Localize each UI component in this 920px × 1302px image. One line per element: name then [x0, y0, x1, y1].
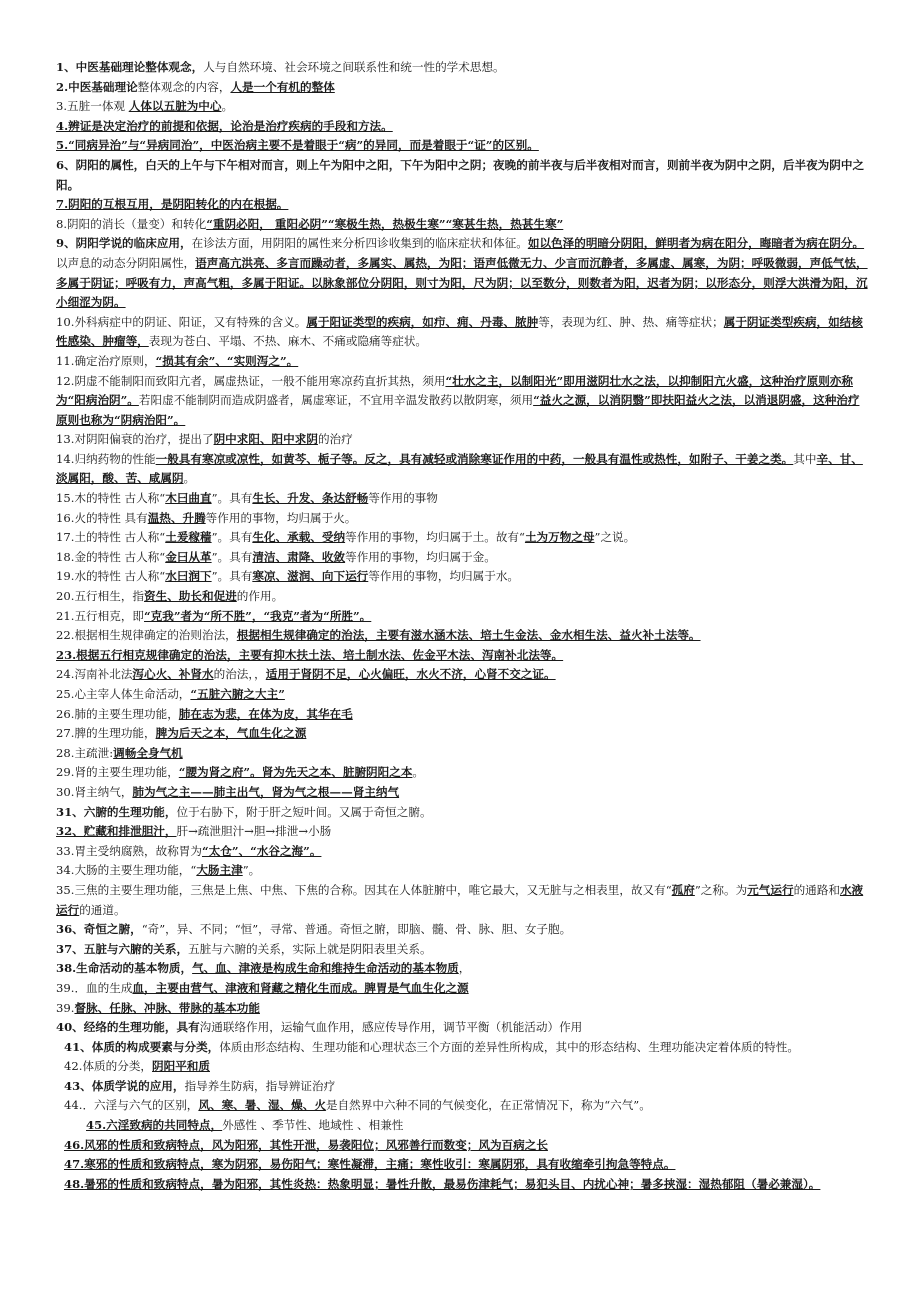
note-text: 12.阴虚不能制阳而致阳亢者，属虚热证，一般不能用寒凉药直折其热，须用 — [56, 373, 446, 388]
key-point-text: 47.寒邪的性质和致病特点，寒为阴邪，易伤阳气；寒性凝滞，主痛；寒性收引：寒属阴邪，具有收缩牵引拘急等特点。 — [64, 1157, 676, 1172]
note-line — [56, 1038, 868, 1058]
note-line — [56, 215, 868, 235]
note-line — [56, 587, 868, 607]
note-text: 8.阴阳的消长（量变）和转化 — [56, 216, 207, 231]
key-point-text: “腰为肾之府”。肾为先天之本、脏腑阴阳之本 — [178, 765, 413, 780]
note-text: 33.胃主受纳腐熟，故称胃为 — [56, 843, 202, 858]
key-point-text: 38.生命活动的基本物质， — [56, 961, 193, 976]
key-point-text: 5.“同病异治”与“异病同治”，中医治病主要不是着眼于“病”的异同，而是着眼于“证”的区别。 — [56, 138, 539, 153]
note-line — [56, 744, 868, 764]
note-line — [56, 313, 868, 352]
note-line — [56, 1116, 868, 1136]
note-text: 21.五行相克，即 — [56, 608, 145, 623]
note-text: 26.肺的主要生理功能， — [56, 706, 179, 721]
note-line — [56, 1155, 868, 1175]
note-text: 表现为苍白、平塌、不热、麻木、不痛或隐痛等症状。 — [148, 334, 428, 349]
note-line — [56, 548, 868, 568]
note-text: 外感性 、季节性、地域性 、相兼性 — [222, 1118, 404, 1133]
note-line — [56, 979, 868, 999]
note-text: 39.．血的生成 — [56, 980, 133, 995]
note-line — [56, 920, 868, 940]
key-point-text: 阴中求阳、阳中求阴 — [213, 432, 318, 447]
note-line — [56, 489, 868, 509]
key-point-text: 4.辨证是决定治疗的前提和依据，论治是治疗疾病的手段和方法。 — [56, 118, 393, 133]
note-text: 等作用的事物，均归属于水。 — [368, 569, 520, 584]
key-point-text: 23.根据五行相克规律确定的治法，主要有抑木扶土法、培土制水法、佐金平木法、泻南补北法等。 — [56, 647, 564, 662]
key-point-text: “克我”者为“所不胜”，“我克”者为“所胜”。 — [144, 608, 372, 623]
note-text: ”之称。为 — [694, 882, 748, 897]
note-line — [56, 1057, 868, 1077]
key-point-text: “太仓”、“水谷之海”。 — [201, 843, 322, 858]
note-text: 44.．六淫与六气的区别， — [64, 1098, 199, 1113]
note-text: 30.肾主纳气， — [56, 784, 133, 799]
key-point-text: 45.六淫致病的共同特点， — [86, 1118, 223, 1133]
note-line — [56, 1175, 868, 1195]
note-text: 24.泻南补北法 — [56, 667, 133, 682]
note-text: 体质由形态结构、生理功能和心理状态三个方面的差异性所构成，其中的形态结构、生理功能决定着体质的特性。 — [219, 1039, 799, 1054]
key-point-text: 37、五脏与六腑的关系， — [56, 941, 189, 956]
note-text: 是自然界中六种不同的气候变化，在正常情况下，称为“六气”。 — [325, 1098, 651, 1113]
note-line — [56, 646, 868, 666]
note-text: ”之说。 — [594, 530, 636, 545]
note-text: 28.主疏泄: — [56, 745, 114, 760]
note-text: ”。 — [242, 863, 261, 878]
key-point-text: 根据相生规律确定的治法，主要有滋水涵木法、培土生金法、金水相生法、益火补土法等。 — [236, 628, 701, 643]
key-point-text: 适用于肾阴不足，心火偏旺，水火不济，心肾不交之证。 — [265, 667, 556, 682]
key-point-text: 孤府 — [671, 882, 695, 897]
key-point-text: 43、体质学说的应用， — [64, 1078, 185, 1093]
note-text: 位于右胁下，附于肝之短叶间。又属于奇恒之腑。 — [176, 804, 432, 819]
note-line — [56, 763, 868, 783]
note-text: 17.土的特性 古人称“ — [56, 530, 166, 545]
key-point-text: 水曰润下 — [165, 569, 212, 584]
key-point-text: 2.中医基础理论 — [56, 79, 138, 94]
key-point-text: 水液运行 — [56, 882, 864, 917]
key-point-text: 元气运行 — [747, 882, 794, 897]
key-point-text: 41、体质的构成要素与分类， — [64, 1039, 220, 1054]
note-text: 29.肾的主要生理功能， — [56, 765, 179, 780]
note-line — [56, 685, 868, 705]
note-text: 其中 — [793, 451, 817, 466]
note-text: 10.外科病症中的阴证、阳证，又有特殊的含义。 — [56, 314, 307, 329]
note-line — [56, 1096, 868, 1116]
note-text: ”。具有 — [211, 549, 253, 564]
note-text: ”。具有 — [211, 530, 253, 545]
key-point-text: 土为万物之母 — [524, 530, 595, 545]
key-point-text: “壮水之主，以制阳光”即用滋阴壮水之法，以抑制阳亢火盛，这种治疗原则亦称为“阳病治阴”。 — [56, 373, 853, 408]
key-point-text: 督脉、任脉、冲脉、带脉的基本功能 — [74, 1000, 260, 1015]
note-text: 的作用。 — [236, 589, 284, 604]
note-text: 整体观念的内容， — [137, 79, 231, 94]
note-text: 3.五脏一体观 — [56, 99, 129, 114]
key-point-text: “重阴必阳， 重阳必阴”“寒极生热，热极生寒”“寒甚生热，热甚生寒” — [206, 216, 564, 231]
key-point-text: 辛、甘、淡属阳，酸、苦、咸属阴 — [56, 451, 863, 486]
note-text: 11.确定治疗原则， — [56, 353, 156, 368]
note-text: 。 — [412, 765, 425, 780]
note-line — [56, 97, 868, 117]
note-text: 。 — [183, 471, 196, 486]
note-line — [56, 528, 868, 548]
key-point-text: 1、中医基础理论整体观念， — [56, 60, 204, 74]
note-text: “奇”，异、不同；“恒”，寻常、普通。奇恒之腑，即脑、髓、骨、脉、胆、女子胞。 — [141, 922, 572, 937]
key-point-text: “损其有余”、“实则泻之”。 — [155, 353, 299, 368]
note-line — [56, 842, 868, 862]
note-line — [56, 999, 868, 1019]
note-text: ”。具有 — [211, 491, 253, 506]
key-point-text: 如以色泽的明暗分阴阳，鲜明者为病在阳分，晦暗者为病在阴分。 — [527, 236, 865, 251]
key-point-text: 土爰稼穑 — [165, 530, 212, 545]
key-point-text: 36、奇恒之腑， — [56, 922, 142, 937]
note-line — [56, 78, 868, 98]
note-text: 的通路和 — [793, 882, 840, 897]
key-point-text: 生化、承载、受纳 — [252, 530, 346, 545]
key-point-text: 泻心火、补肾水 — [132, 667, 214, 682]
note-text: 19.水的特性 古人称“ — [56, 569, 166, 584]
note-line — [56, 58, 868, 78]
note-line — [56, 724, 868, 744]
note-line — [56, 803, 868, 823]
note-text: 35.三焦的主要生理功能，三焦是上焦、中焦、下焦的合称。因其在人体脏腑中，唯它最大，又无脏与之相表里，故又有“ — [56, 882, 672, 897]
note-text: 22.根据相生规律确定的治则治法， — [56, 628, 237, 643]
key-point-text: 人体以五脏为中心 — [128, 99, 222, 114]
note-line — [56, 567, 868, 587]
note-text: 等，表现为红、肿、热、痛等症状； — [538, 314, 724, 329]
note-text: 20.五行相生，指 — [56, 589, 145, 604]
note-text: 15.木的特性 古人称“ — [56, 491, 166, 506]
key-point-text: 9、阴阳学说的临床应用， — [56, 236, 192, 251]
key-point-text: 人是一个有机的整体 — [230, 79, 335, 94]
key-point-text: 31、六腑的生理功能， — [56, 804, 177, 819]
note-text: 指导养生防病，指导辨证治疗 — [184, 1078, 336, 1093]
note-text: 27.脾的生理功能， — [56, 726, 156, 741]
note-line — [56, 1077, 868, 1097]
note-text: 等作用的事物，均归属于土。故有“ — [345, 530, 525, 545]
key-point-text: 32、贮藏和排泄胆汁， — [56, 824, 177, 839]
key-point-text: 金曰从革 — [165, 549, 212, 564]
note-line — [56, 234, 868, 312]
note-line — [56, 822, 868, 842]
key-point-text: 46.风邪的性质和致病特点，风为阳邪，其性开泄，易袭阳位；风邪善行而数变；风为百病之长 — [64, 1137, 548, 1152]
note-text: 18.金的特性 古人称“ — [56, 549, 166, 564]
note-text: 五脏与六腑的关系，实际上就是阴阳表里关系。 — [188, 941, 432, 956]
note-line — [56, 861, 868, 881]
key-point-text: 40、经络的生理功能，具有 — [56, 1020, 200, 1035]
key-point-text: 属于阳证类型的疾病，如疖、痈、丹毒、脓肿 — [306, 314, 539, 329]
key-point-text: 阴阳平和质 — [152, 1059, 210, 1074]
note-line — [56, 136, 868, 156]
note-text: 的通道。 — [79, 902, 126, 917]
note-line — [56, 372, 868, 431]
note-text: 。 — [221, 99, 234, 114]
note-line — [56, 881, 868, 920]
key-point-text: 生长、升发、条达舒畅 — [252, 491, 369, 506]
key-point-text: 肺为气之主——肺主出气，肾为气之根——肾主纳气 — [132, 784, 400, 799]
key-point-text: 资生、助长和促进 — [144, 589, 237, 604]
key-point-text: “五脏六腑之大主” — [190, 687, 285, 701]
key-point-text: 调畅全身气机 — [113, 745, 183, 760]
note-text: 沟通联络作用，运输气血作用，感应传导作用，调节平衡（机能活动）作用 — [199, 1020, 583, 1035]
note-line — [56, 959, 868, 979]
note-text: 以声息的动态分阴阳属性， — [56, 255, 196, 270]
note-text: 等作用的事物，均归属于火。 — [205, 510, 357, 525]
note-text: 的治法，， — [213, 667, 266, 682]
note-line — [56, 450, 868, 489]
note-line — [56, 665, 868, 685]
key-point-text: 语声高亢洪亮、多言而躁动者，多属实、属热，为阳；语声低微无力、少言而沉静者，多属虚、属寒，为阴；呼吸微弱，声低气怯，多属于阴证；呼吸有力，声高气粗，多属于阳证。以脉象部位分阴阳，则寸为阳，尺为阴；以至数分，则数者为阳，迟者为阴；以形态分，则浮大洪滑为阳，沉小细涩为阴。 — [56, 255, 868, 310]
note-line — [56, 607, 868, 627]
note-text: 39. — [56, 1000, 75, 1015]
key-point-text: 脾为后天之本，气血生化之源 — [155, 726, 307, 741]
key-point-text: 7.阴阳的互根互用，是阴阳转化的内在根据。 — [56, 197, 289, 212]
note-line — [56, 430, 868, 450]
note-line — [56, 783, 868, 803]
key-point-text: 清洁、肃降、收敛 — [252, 549, 346, 564]
key-point-text: 温热、升腾 — [147, 510, 206, 525]
key-point-text: “益火之源，以消阴翳”即扶阳益火之法，以消退阴盛，这种治疗原则也称为“阴病治阳”。 — [56, 393, 860, 427]
note-text: 16.火的特性 具有 — [56, 510, 148, 525]
key-point-text: 血，主要由营气、津液和肾藏之精化生而成。脾胃是气血生化之源 — [132, 980, 469, 995]
note-text: ”。具有 — [211, 569, 253, 584]
key-point-text: 寒凉、滋润、向下运行 — [252, 569, 369, 584]
note-text: 13.对阴阳偏衰的治疗，提出了 — [56, 432, 214, 447]
key-point-text: 木曰曲直 — [165, 491, 212, 506]
key-point-text: 肺在志为悲，在体为皮，其华在毛 — [178, 706, 353, 721]
note-text: ， — [458, 961, 471, 976]
note-text: 人与自然环境、社会环境之间联系性和统一性的学术思想。 — [203, 60, 505, 74]
key-point-text: 48.暑邪的性质和致病特点，暑为阳邪，其性炎热：热象明显；暑性升散，最易伤津耗气；易犯头目、内扰心神；暑多挟湿：湿热郁阻（暑必兼湿）。 — [64, 1176, 821, 1191]
note-text: 42.体质的分类， — [64, 1059, 153, 1074]
note-text: 若阳虚不能制阴而造成阴盛者，属虚寒证，不宜用辛温发散药以散阴寒，须用 — [138, 393, 534, 408]
key-point-text: 风、寒、暑、湿、燥、火 — [198, 1098, 326, 1113]
key-point-text: 属于阴证类型疾病，如结核性感染、肿瘤等， — [56, 314, 863, 349]
note-text: 34.大肠的主要生理功能，“ — [56, 863, 197, 878]
note-line — [56, 705, 868, 725]
note-line — [56, 940, 868, 960]
note-text: 的治疗 — [317, 432, 353, 447]
note-line — [56, 1136, 868, 1156]
key-point-text: 一般具有寒凉或凉性，如黄芩、栀子等。反之，具有减轻或消除寒证作用的中药，一般具有温性或热性，如附子、干姜之类。 — [155, 451, 794, 466]
note-text: 25.心主宰人体生命活动， — [56, 687, 191, 701]
note-line — [56, 509, 868, 529]
note-line — [56, 626, 868, 646]
key-point-text: 气、血、津液是构成生命和维持生命活动的基本物质 — [192, 961, 459, 976]
note-text: 等作用的事物，均归属于金。 — [345, 549, 496, 564]
note-text: 在诊法方面，用阴阳的属性来分析四诊收集到的临床症状和体征。 — [191, 236, 528, 251]
key-point-text: 6、阴阳的属性，白天的上午与下午相对而言，则上午为阳中之阳，下午为阳中之阴；夜晚的前半夜与后半夜相对而言，则前半夜为阴中之阴，后半夜为阴中之阳。 — [56, 157, 865, 192]
note-text: 等作用的事物 — [368, 491, 438, 506]
key-point-text: 大肠主津 — [196, 863, 243, 878]
note-line — [56, 156, 868, 195]
note-text: 14.归纳药物的性能 — [56, 451, 156, 466]
note-text: 肝→疏泄胆汁→胆→排泄→小肠 — [176, 824, 332, 839]
note-line — [56, 352, 868, 372]
note-line — [56, 195, 868, 215]
note-line — [56, 117, 868, 137]
note-line — [56, 1018, 868, 1038]
